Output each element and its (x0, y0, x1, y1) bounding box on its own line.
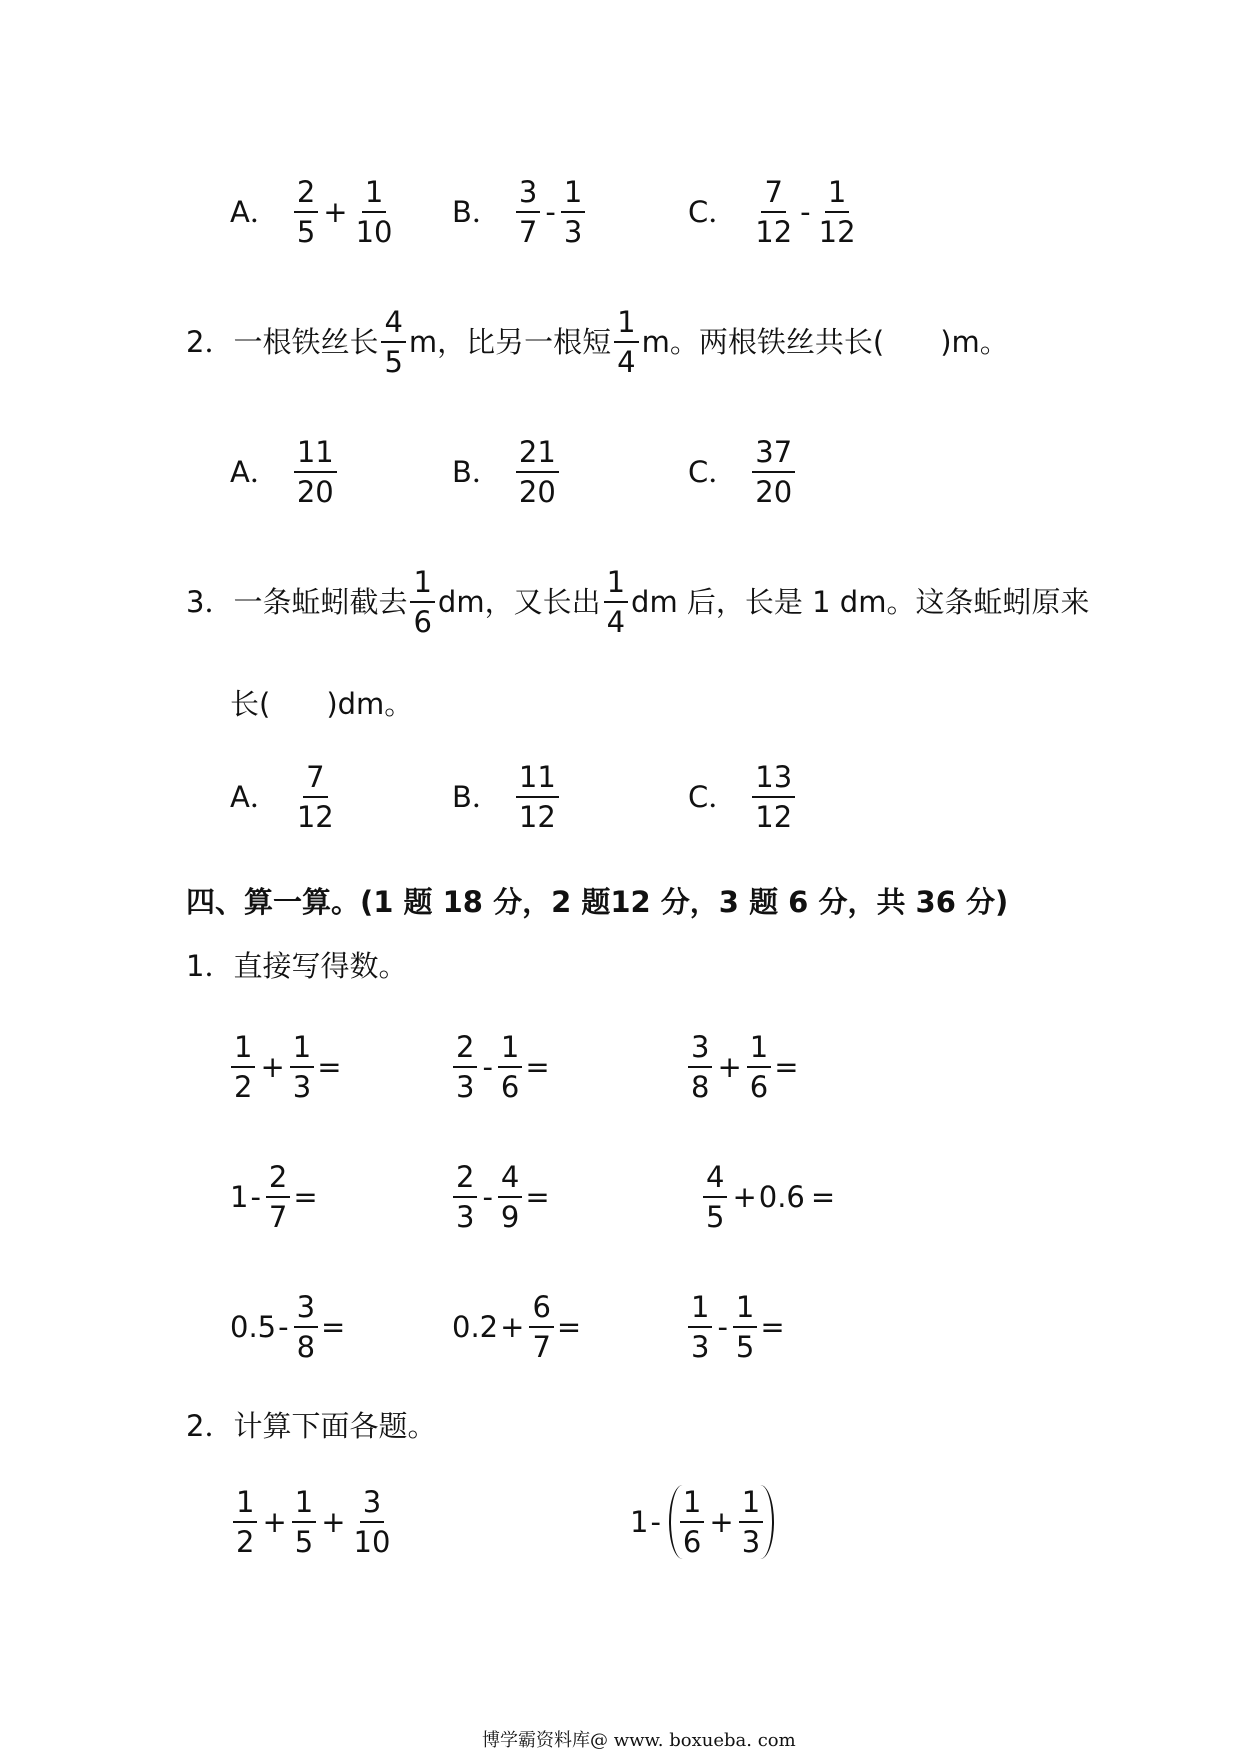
operator: + (262, 1504, 287, 1539)
fraction: $\frac{1}{6}$ (498, 1030, 522, 1104)
number: 1 (630, 1504, 649, 1539)
calc-item (685, 1030, 799, 1104)
operator: - (717, 1309, 728, 1344)
equals: = (525, 1179, 550, 1214)
fraction: $\frac{2}{3}$ (453, 1160, 477, 1234)
fraction: $\frac{1}{2}$ (231, 1030, 255, 1104)
q3-option-b (452, 760, 562, 834)
fraction: $\frac{4}{5}$ (703, 1160, 727, 1234)
fraction: $\frac{1}{2}$ (233, 1485, 257, 1559)
fraction: $\frac{6}{7}$ (529, 1290, 553, 1364)
question-3 (186, 565, 1089, 639)
operator: - (482, 1049, 493, 1084)
operator: + (709, 1504, 734, 1539)
equals: = (293, 1179, 318, 1214)
operator: + (717, 1049, 742, 1084)
equals: = (760, 1309, 785, 1344)
fraction: $\frac{11}{12}$ (516, 760, 559, 834)
equals: = (556, 1309, 582, 1344)
fraction: $\frac{3}{7}$ (516, 175, 540, 249)
question-3-line2 (230, 687, 414, 721)
option-label: B． (452, 194, 501, 229)
question-2 (186, 305, 1009, 379)
question-number: 2． (186, 324, 234, 359)
fraction: $\frac{1}{6}$ (747, 1030, 771, 1104)
fraction: $\frac{7}{12}$ (296, 760, 334, 835)
fraction: $\frac{4}{9}$ (498, 1160, 522, 1234)
fraction: $\frac{1}{6}$ (680, 1485, 704, 1559)
question-text: m，比另一根短 (408, 324, 612, 359)
calc-item (230, 1160, 318, 1234)
fraction: $\frac{1}{3}$ (688, 1290, 712, 1364)
question-text: dm，又长出 (437, 584, 601, 619)
option-label: C． (688, 454, 738, 489)
number: 0.2 (452, 1309, 499, 1344)
fraction: $\frac{1}{4}$ (604, 565, 628, 639)
subsection-2: 2．计算下面各题。 (186, 1409, 437, 1443)
option-label: C． (688, 194, 738, 229)
section-heading: 四、算一算。(1 题 18 分，2 题12 分，3 题 6 分，共 36 分) (186, 885, 1009, 919)
option-label: A． (230, 779, 279, 814)
calc2-left (230, 1485, 396, 1559)
calc-item (700, 1160, 835, 1234)
number: 0.5 (230, 1309, 277, 1344)
fraction: $\frac{1}{4}$ (614, 305, 638, 379)
fraction: $\frac{2}{5}$ (294, 175, 318, 249)
q1-option-c (688, 175, 862, 249)
fraction: $\frac{1}{10}$ (355, 175, 393, 250)
question-text: 一根铁丝长 (233, 324, 379, 359)
calc-item (452, 1290, 581, 1364)
parentheses (669, 1485, 774, 1559)
question-text: m。两根铁丝共长( (641, 324, 885, 359)
fraction: $\frac{3}{10}$ (353, 1485, 391, 1560)
footer-watermark: 博学霸资料库@ www. boxueba. com (482, 1730, 796, 1751)
operator: - (482, 1179, 493, 1214)
calc-item (228, 1030, 342, 1104)
option-label: C． (688, 779, 738, 814)
operator: + (321, 1504, 346, 1539)
question-text: )m。 (940, 324, 1009, 359)
q3-option-c (688, 760, 798, 834)
equals: = (525, 1049, 550, 1084)
calc-item (230, 1290, 345, 1364)
fraction: $\frac{1}{5}$ (292, 1485, 316, 1559)
fraction: $\frac{37}{20}$ (752, 435, 795, 509)
operator: - (278, 1309, 289, 1344)
fraction: $\frac{7}{12}$ (755, 175, 793, 250)
fraction: $\frac{21}{20}$ (516, 435, 559, 509)
fraction: $\frac{13}{12}$ (752, 760, 795, 834)
operator: - (545, 194, 556, 229)
number: 1 (230, 1179, 249, 1214)
operator: + (732, 1179, 757, 1214)
fraction: $\frac{1}{5}$ (733, 1290, 757, 1364)
question-text: 长( (230, 687, 271, 721)
calc-item (450, 1160, 550, 1234)
equals: = (321, 1309, 346, 1344)
option-label: B． (452, 779, 501, 814)
fraction: $\frac{1}{3}$ (739, 1485, 763, 1559)
option-label: A． (230, 454, 279, 489)
fraction: $\frac{1}{3}$ (561, 175, 585, 249)
fraction: $\frac{1}{12}$ (818, 175, 856, 250)
fraction: $\frac{2}{3}$ (453, 1030, 477, 1104)
operator: + (323, 194, 348, 229)
option-label: B． (452, 454, 501, 489)
fraction: $\frac{2}{7}$ (266, 1160, 290, 1234)
question-text: 一条蚯蚓截去 (233, 584, 408, 619)
equals: = (810, 1179, 836, 1214)
subsection-1: 1．直接写得数。 (186, 949, 408, 983)
number: 0.6 (758, 1179, 805, 1214)
calc-item (450, 1030, 550, 1104)
calc2-right (630, 1485, 774, 1559)
fraction: $\frac{4}{5}$ (381, 305, 405, 379)
q1-option-b (452, 175, 588, 249)
question-number: 3． (186, 584, 234, 619)
operator: - (250, 1179, 261, 1214)
q2-option-a (230, 435, 340, 509)
q3-option-a (230, 760, 340, 834)
operator: - (800, 194, 811, 229)
q2-option-c (688, 435, 798, 509)
option-label: A． (230, 194, 279, 229)
operator: + (260, 1049, 285, 1084)
calc-item (685, 1290, 785, 1364)
operator: - (650, 1504, 661, 1539)
fraction: $\frac{3}{8}$ (688, 1030, 712, 1104)
equals: = (317, 1049, 342, 1084)
fraction: $\frac{11}{20}$ (294, 435, 337, 509)
question-text: dm 后，长是 1 dm。这条蚯蚓原来 (631, 584, 1090, 619)
fraction: $\frac{1}{6}$ (410, 565, 434, 639)
fraction: $\frac{1}{3}$ (290, 1030, 314, 1104)
operator: + (500, 1309, 525, 1344)
equals: = (774, 1049, 799, 1084)
q1-options-row (230, 175, 399, 249)
question-text: )dm。 (326, 687, 414, 721)
q2-option-b (452, 435, 562, 509)
fraction: $\frac{3}{8}$ (294, 1290, 318, 1364)
